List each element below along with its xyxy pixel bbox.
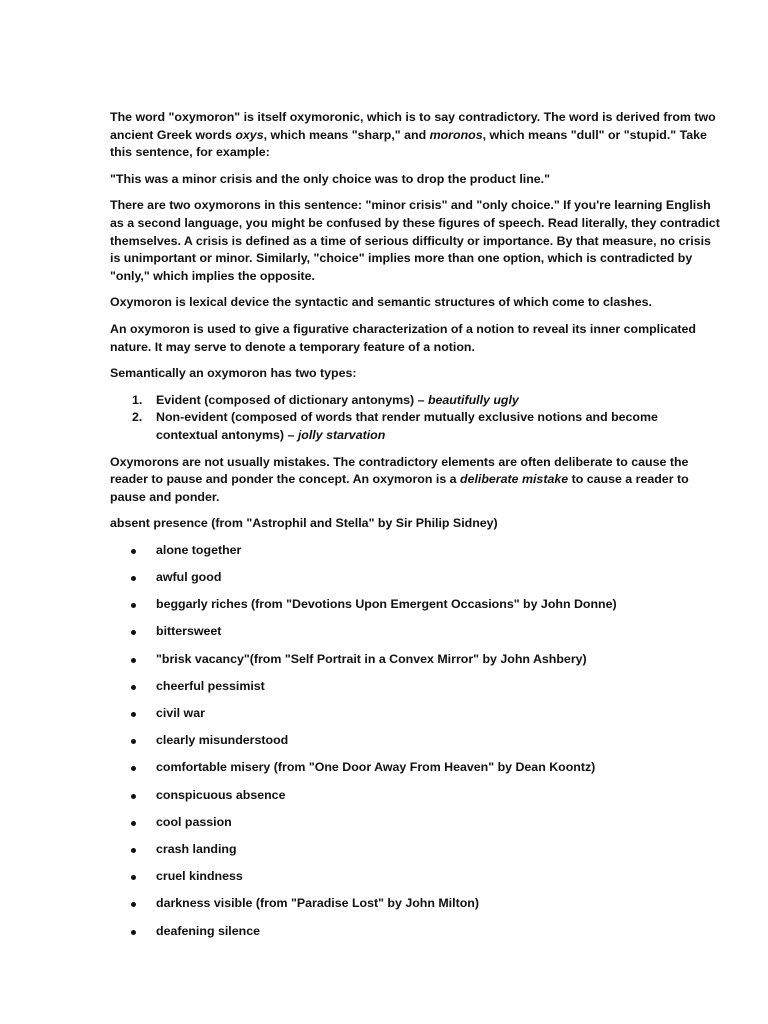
- bullet-icon: [131, 848, 136, 853]
- type-example: beautifully ugly: [427, 392, 519, 407]
- list-item: [110, 759, 722, 777]
- paragraph-types-intro: Semantically an oxymoron has two types:: [110, 366, 357, 381]
- bullet-icon: [131, 902, 136, 907]
- bullet-icon: [131, 739, 136, 744]
- list-item: [110, 787, 722, 805]
- example-text: civil war: [156, 706, 205, 720]
- bullet-icon: [131, 712, 136, 717]
- bullet-icon: [131, 766, 136, 771]
- bullet-icon: [131, 658, 136, 663]
- example-text: cruel kindness: [156, 869, 243, 884]
- paragraph-absent-presence: absent presence (from "Astrophil and Stella" by Sir Philip Sidney): [110, 516, 498, 531]
- example-text: conspicuous absence: [156, 787, 286, 802]
- example-text: awful good: [156, 570, 222, 585]
- example-text: bittersweet: [156, 624, 222, 639]
- example-text: crash landing: [156, 841, 237, 856]
- examples-list: [110, 542, 722, 940]
- bullet-icon: [131, 630, 136, 635]
- greek-word-oxys: oxys: [235, 127, 264, 142]
- example-text: darkness visible (from "Paradise Lost" by John Milton): [156, 896, 479, 911]
- paragraph-explanation: There are two oxymorons in this sentence: "minor crisis" and "only choice." If you're learning English as a second language, you might be confused by these figures of speech. Read literally, they contradict themselves. A crisis is defined as a time of serious difficulty or importance. By that measure, no crisis is unimportant or minor. Similarly, "choice" implies more than one option, which is contradicted by "only," which implies the opposite.: [110, 198, 720, 283]
- example-text: beggarly riches (from "Devotions Upon Emergent Occasions" by John Donne): [156, 597, 617, 612]
- etymology-text-3: , which means "dull" or "stupid." Take this sentence, for example:: [110, 127, 707, 160]
- type-description: Non-evident (composed of words that render mutually exclusive notions and become contextual antonyms) –: [156, 410, 658, 442]
- list-number: 2.: [132, 410, 143, 425]
- example-text: cheerful pessimist: [156, 678, 265, 693]
- bullet-icon: [131, 549, 136, 554]
- document-page: [110, 109, 722, 950]
- deliberate-text-2: to cause a reader to pause and ponder.: [110, 472, 689, 504]
- list-item: [110, 814, 722, 832]
- list-item: [110, 732, 722, 750]
- list-item: [110, 868, 722, 886]
- list-item: [110, 841, 722, 859]
- paragraph-example-sentence: "This was a minor crisis and the only choice was to drop the product line.": [110, 171, 550, 186]
- type-example: jolly starvation: [297, 427, 386, 442]
- type-description: Evident (composed of dictionary antonyms) –: [156, 392, 428, 407]
- etymology-text-2: , which means "sharp," and: [263, 127, 430, 142]
- paragraph-definition: Oxymoron is lexical device the syntactic and semantic structures of which come to clashes.: [110, 295, 652, 310]
- bullet-icon: [131, 685, 136, 690]
- example-text: comfortable misery (from "One Door Away From Heaven" by Dean Koontz): [156, 760, 596, 775]
- deliberate-text-1: Oxymorons are not usually mistakes. The contradictory elements are often deliberate to cause the reader to pause and ponder the concept. An oxymoron is a: [110, 454, 689, 487]
- types-list: [110, 392, 722, 445]
- paragraph-etymology: [110, 109, 722, 162]
- bullet-icon: [131, 603, 136, 608]
- bullet-icon: [131, 875, 136, 880]
- list-item: [110, 392, 722, 410]
- list-item: [110, 409, 722, 444]
- list-item: [110, 569, 722, 587]
- list-item: [110, 923, 722, 941]
- example-text: deafening silence: [156, 923, 260, 938]
- bullet-icon: [131, 794, 136, 799]
- paragraph-usage: An oxymoron is used to give a figurative characterization of a notion to reveal its inner complicated nature. It may serve to denote a temporary feature of a notion.: [110, 321, 696, 354]
- example-text: "brisk vacancy"(from "Self Portrait in a Convex Mirror" by John Ashbery): [156, 651, 587, 666]
- paragraph-deliberate: [110, 454, 722, 507]
- bullet-icon: [131, 930, 136, 935]
- list-item: [110, 542, 722, 560]
- list-item: [110, 651, 722, 669]
- example-text: cool passion: [156, 814, 232, 829]
- deliberate-mistake-phrase: deliberate mistake: [460, 472, 569, 487]
- bullet-icon: [131, 576, 136, 581]
- list-item: [110, 596, 722, 614]
- list-item: [110, 895, 722, 913]
- example-text: alone together: [156, 542, 242, 557]
- list-item: [110, 623, 722, 641]
- list-item: [110, 705, 722, 723]
- greek-word-moronos: moronos: [429, 127, 483, 142]
- etymology-text-1: The word "oxymoron" is itself oxymoronic, which is to say contradictory. The word is derived from two ancient Greek words: [110, 110, 716, 142]
- list-item: [110, 678, 722, 696]
- bullet-icon: [131, 821, 136, 826]
- list-number: 1.: [132, 392, 143, 407]
- example-text: clearly misunderstood: [156, 733, 289, 748]
